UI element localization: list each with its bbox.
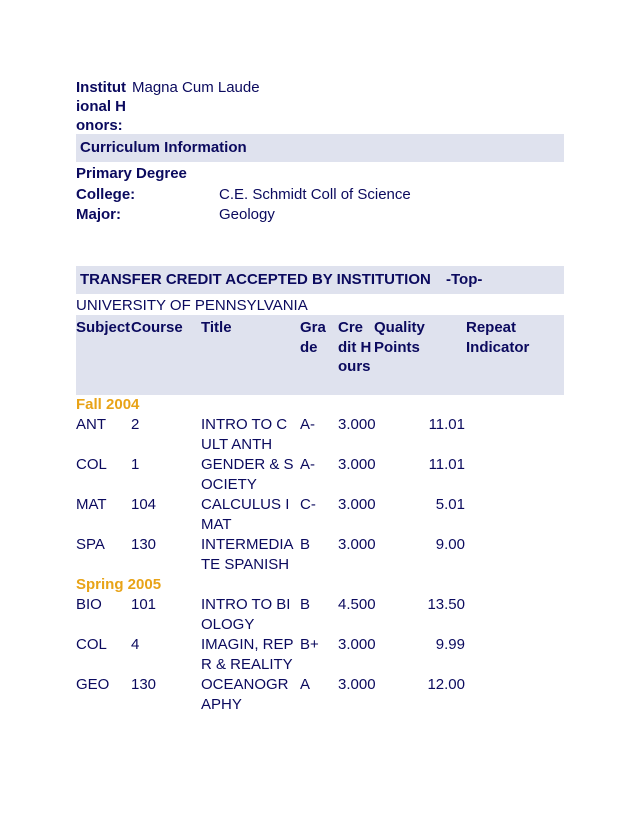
cell-course: 2	[131, 416, 140, 433]
honors-value: Magna Cum Laude	[132, 79, 260, 96]
cell-grade: A-	[300, 456, 315, 473]
curriculum-title: Curriculum Information	[80, 139, 247, 156]
cell-subject: COL	[76, 456, 107, 473]
cell-course: 130	[131, 676, 157, 693]
major-value: Geology	[219, 206, 275, 223]
primary-degree-label: Primary Degree	[76, 165, 187, 182]
cell-credit-hours: 3.000	[338, 636, 376, 653]
degree-info	[76, 164, 564, 226]
cell-credit-hours: 4.500	[338, 596, 376, 613]
term-heading: Fall 2004	[76, 396, 140, 413]
cell-title: INTERMEDIATE SPANISH	[201, 536, 294, 573]
cell-subject: COL	[76, 636, 107, 653]
cell-course: 101	[131, 596, 157, 613]
col-subject: Subject	[76, 319, 131, 336]
cell-quality-points: 9.00	[435, 536, 465, 553]
honors-label: Institutional Honors:	[76, 79, 127, 134]
cell-grade: B+	[300, 636, 319, 653]
cell-title: GENDER & SOCIETY	[201, 456, 294, 493]
cell-credit-hours: 3.000	[338, 496, 376, 513]
cell-quality-points: 11.01	[428, 456, 465, 473]
cell-grade: A	[300, 676, 311, 693]
cell-quality-points: 11.01	[428, 416, 465, 433]
col-grade: Grade	[300, 319, 326, 356]
college-label: College:	[76, 185, 136, 203]
cell-quality-points: 12.00	[427, 676, 465, 693]
curriculum-header	[76, 134, 564, 162]
cell-grade: B	[300, 596, 311, 613]
cell-title: INTRO TO CULT ANTH	[201, 416, 288, 453]
cell-subject: SPA	[76, 536, 105, 553]
term-heading: Spring 2005	[76, 576, 162, 593]
cell-course: 4	[131, 636, 140, 653]
cell-credit-hours: 3.000	[338, 536, 376, 553]
transfer-header	[76, 266, 564, 294]
cell-course: 1	[131, 456, 140, 473]
col-repeat-indicator: Repeat Indicator	[466, 319, 530, 356]
cell-grade: C-	[300, 496, 316, 513]
col-credit-hours: Credit Hours	[338, 319, 372, 375]
college-value: C.E. Schmidt Coll of Science	[219, 185, 411, 203]
cell-quality-points: 5.01	[435, 496, 465, 513]
cell-credit-hours: 3.000	[338, 416, 376, 433]
cell-title: IMAGIN, REPR & REALITY	[201, 636, 294, 673]
cell-credit-hours: 3.000	[338, 676, 376, 693]
cell-subject: GEO	[76, 676, 110, 693]
transfer-title: TRANSFER CREDIT ACCEPTED BY INSTITUTION	[80, 271, 431, 288]
major-label: Major:	[76, 206, 121, 223]
cell-title: CALCULUS I MAT	[201, 496, 290, 533]
cell-subject: MAT	[76, 496, 107, 513]
cell-grade: A-	[300, 416, 315, 433]
cell-credit-hours: 3.000	[338, 456, 376, 473]
cell-course: 130	[131, 536, 157, 553]
cell-subject: BIO	[76, 596, 102, 613]
cell-course: 104	[131, 496, 157, 513]
cell-title: OCEANOGRAPHY	[201, 676, 289, 713]
cell-title: INTRO TO BIOLOGY	[201, 596, 291, 633]
col-course: Course	[131, 319, 183, 336]
cell-grade: B	[300, 536, 311, 553]
institution-name: UNIVERSITY OF PENNSYLVANIA	[76, 297, 308, 314]
cell-quality-points: 9.99	[435, 636, 465, 653]
col-title: Title	[201, 319, 232, 336]
cell-subject: ANT	[76, 416, 106, 433]
col-quality-points: Quality Points	[374, 319, 425, 356]
cell-quality-points: 13.50	[427, 596, 465, 613]
top-link[interactable]: -Top-	[446, 271, 483, 288]
table-header	[76, 315, 564, 395]
